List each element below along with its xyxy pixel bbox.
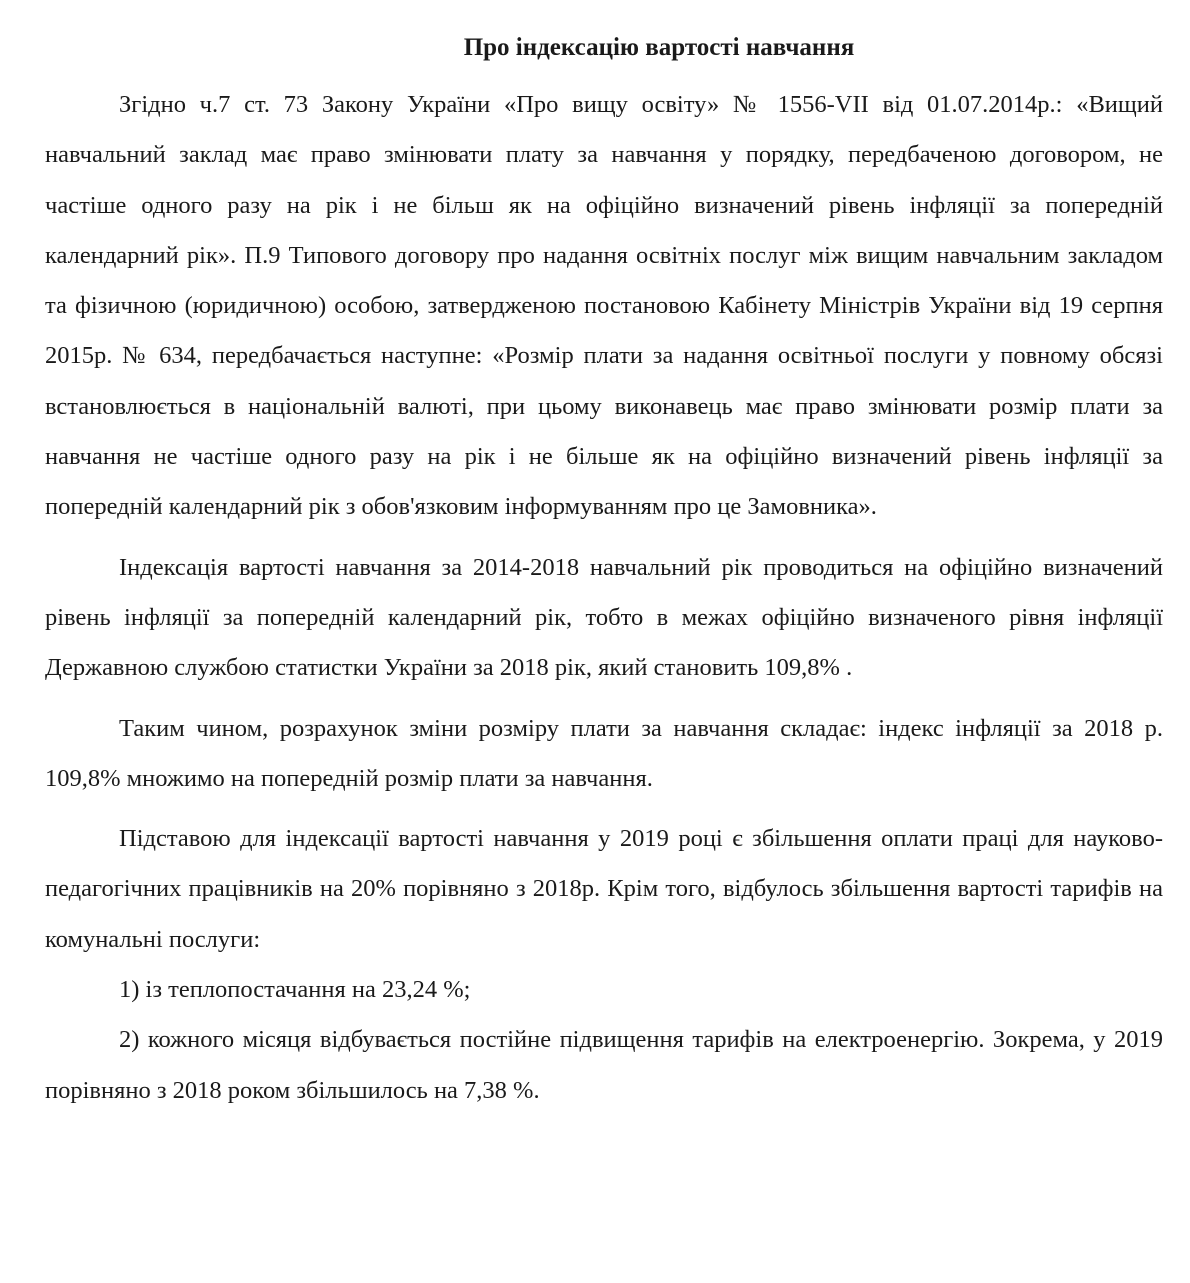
list-item-heating: 1) із теплопостачання на 23,24 %; [119,976,471,1004]
document-title: Про індексацію вартості навчання [463,34,855,61]
paragraph-law-citation: Згідно ч.7 ст. 73 Закону України «Про вищу освіту» № 1556-VII від 01.07.2014р.: «Вищий навчальний заклад має право змінювати плату за навчання у порядку, передбаченою договором, не частіше одного разу на рік і не більш як на офіційно визначений рівень інфляції за попередній календарний рік». П.9 Типового договору про надання освітніх послуг між вищим навчальним закладом та фізичною (юридичною) особою, затвердженою постановою Кабінету Міністрів України від 19 серпня 2015р. № 634, передбачається наступне: «Розмір плати за надання освітньої послуги у повному обсязі встановлюється в національній валюті, при цьому виконавець має право змінювати розмір плати за навчання не частіше одного разу на рік і не більше як на офіційно визначений рівень інфляції за попередній календарний рік з обов'язковим інформуванням про це Замовника». [45,91,1163,521]
paragraph-calculation: Таким чином, розрахунок зміни розміру плати за навчання складає: індекс інфляції за 2018 р. 109,8% множимо на попередній розмір плати за навчання. [45,714,1163,792]
document-page [45,30,1163,1116]
paragraph-basis: Підставою для індексації вартості навчання у 2019 році є збільшення оплати праці для науково-педагогічних працівників на 20% порівняно з 2018р. Крім того, відбулось збільшення вартості тарифів на комунальні послуги: [45,825,1163,953]
list-item-electricity: 2) кожного місяця відбувається постійне підвищення тарифів на електроенергію. Зокрема, у 2019 порівняно з 2018 роком збільшилось на 7,38 %. [45,1026,1163,1104]
paragraph-indexation: Індексація вартості навчання за 2014-2018 навчальний рік проводиться на офіційно визначений рівень інфляції за попередній календарний рік, тобто в межах офіційно визначеного рівня інфляції Державною службою статистки України за 2018 рік, який становить 109,8% . [45,553,1163,682]
